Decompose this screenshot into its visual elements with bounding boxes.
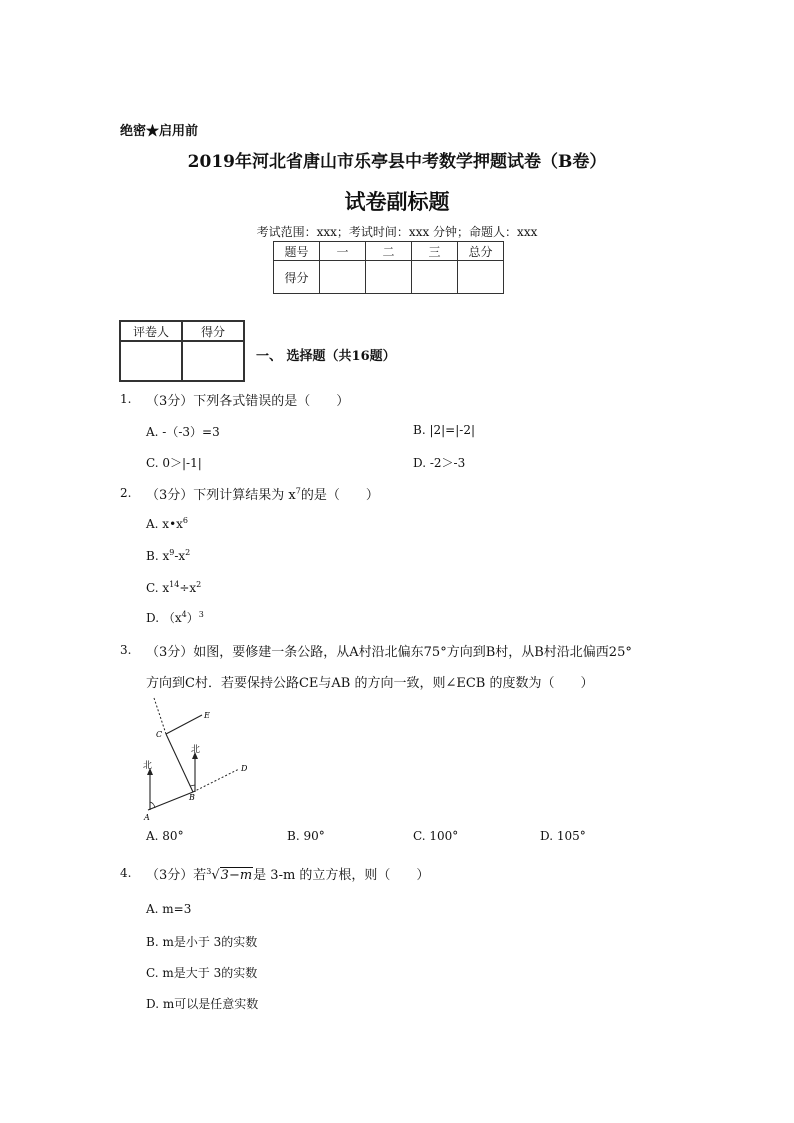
option-a[interactable]: A. -（-3）=3 [146, 425, 220, 439]
grader-cell[interactable] [182, 341, 244, 381]
option-c[interactable] [146, 580, 201, 595]
score-header-cell: 一 [320, 242, 366, 261]
segment-ce [166, 715, 202, 734]
section-title: 一、 选择题（共16题） [256, 349, 396, 364]
option-base: B. x [146, 549, 170, 563]
option-a[interactable] [146, 516, 188, 531]
option-d[interactable]: D. m可以是任意实数 [146, 997, 259, 1011]
option-c[interactable]: C. m是大于 3的实数 [146, 966, 258, 980]
question-text-part: 的是（ ） [300, 488, 379, 503]
point-label-b: B [189, 793, 195, 802]
score-cell[interactable] [412, 261, 458, 294]
point-label-e: E [204, 711, 210, 720]
point-label-d: D [241, 764, 248, 773]
grader-table [119, 320, 245, 382]
point-label-c: C [156, 730, 163, 739]
question-text-part: （3分）若 [146, 868, 207, 883]
exponent: 6 [182, 516, 189, 525]
question-text [146, 484, 379, 503]
score-header-cell: 三 [412, 242, 458, 261]
grader-header: 得分 [182, 321, 244, 341]
score-header-cell: 总分 [458, 242, 504, 261]
north-label: 北 [143, 761, 153, 771]
exponent: 2 [196, 580, 202, 589]
question-text-part: 是 3-m 的立方根，则（ ） [253, 868, 430, 883]
cube-root-expression [206, 868, 253, 883]
radicand: 3−m [220, 868, 253, 883]
score-cell[interactable] [458, 261, 504, 294]
option-a[interactable]: A. m=3 [146, 902, 192, 916]
exam-info: 考试范围：xxx；考试时间：xxx 分钟；命题人：xxx [256, 225, 538, 239]
option-base: C. x [146, 581, 170, 595]
score-header-cell: 二 [366, 242, 412, 261]
direction-figure [135, 692, 265, 822]
question-text: （3分）下列各式错误的是（ ） [146, 394, 350, 409]
option-rest: -x [174, 549, 186, 563]
exponent: 9 [169, 548, 175, 557]
option-d[interactable]: D. 105° [540, 829, 586, 843]
option-b[interactable] [146, 548, 190, 563]
option-b[interactable]: B. |2|=|-2| [413, 423, 475, 437]
option-base: A. x•x [146, 517, 183, 531]
angle-mark-b [190, 785, 195, 786]
option-rest: ） [186, 611, 199, 625]
exam-subtitle: 试卷副标题 [344, 189, 450, 214]
point-label-a: A [144, 813, 150, 822]
segment-cb [166, 734, 193, 792]
exponent: 4 [181, 610, 187, 619]
score-cell[interactable] [366, 261, 412, 294]
option-c[interactable]: C. 0＞|-1| [146, 456, 202, 470]
question-text-line1: （3分）如图，要修建一条公路，从A村沿北偏东75°方向到B村，从B村沿北偏西25° [146, 645, 632, 660]
question-number: 4. [120, 866, 132, 880]
option-c[interactable]: C. 100° [413, 829, 459, 843]
option-d[interactable]: D. -2＞-3 [413, 456, 466, 470]
exponent: 14 [169, 580, 180, 589]
score-cell[interactable] [320, 261, 366, 294]
radical-sign-icon: √ [211, 868, 220, 883]
north-label: 北 [191, 745, 201, 755]
grader-cell[interactable] [120, 341, 182, 381]
exam-title: 2019年河北省唐山市乐亭县中考数学押题试卷（B卷） [187, 152, 607, 172]
exponent: 2 [185, 548, 191, 557]
extension-line-cb [154, 698, 166, 734]
exponent: 3 [198, 610, 204, 619]
score-row-label: 得分 [274, 261, 320, 294]
option-b[interactable]: B. 90° [287, 829, 325, 843]
grader-header: 评卷人 [120, 321, 182, 341]
option-rest: ÷x [179, 581, 197, 595]
question-number: 1. [120, 392, 132, 406]
question-text [146, 864, 429, 883]
option-d[interactable] [146, 609, 204, 626]
question-number: 3. [120, 643, 132, 657]
question-text-line2: 方向到C村．若要保持公路CE与AB 的方向一致，则∠ECB 的度数为（ ） [146, 676, 594, 691]
question-number: 2. [120, 486, 132, 500]
score-table [273, 241, 504, 294]
exponent: 7 [295, 486, 301, 496]
root-index: 3 [206, 867, 212, 876]
extension-line-bd [193, 769, 239, 792]
option-base: D. （x [146, 611, 182, 625]
option-a[interactable]: A. 80° [146, 829, 184, 843]
score-header-cell: 题号 [274, 242, 320, 261]
confidential-label: 绝密★启用前 [120, 124, 199, 139]
question-text-part: （3分）下列计算结果为 x [146, 488, 296, 503]
option-b[interactable]: B. m是小于 3的实数 [146, 935, 258, 949]
